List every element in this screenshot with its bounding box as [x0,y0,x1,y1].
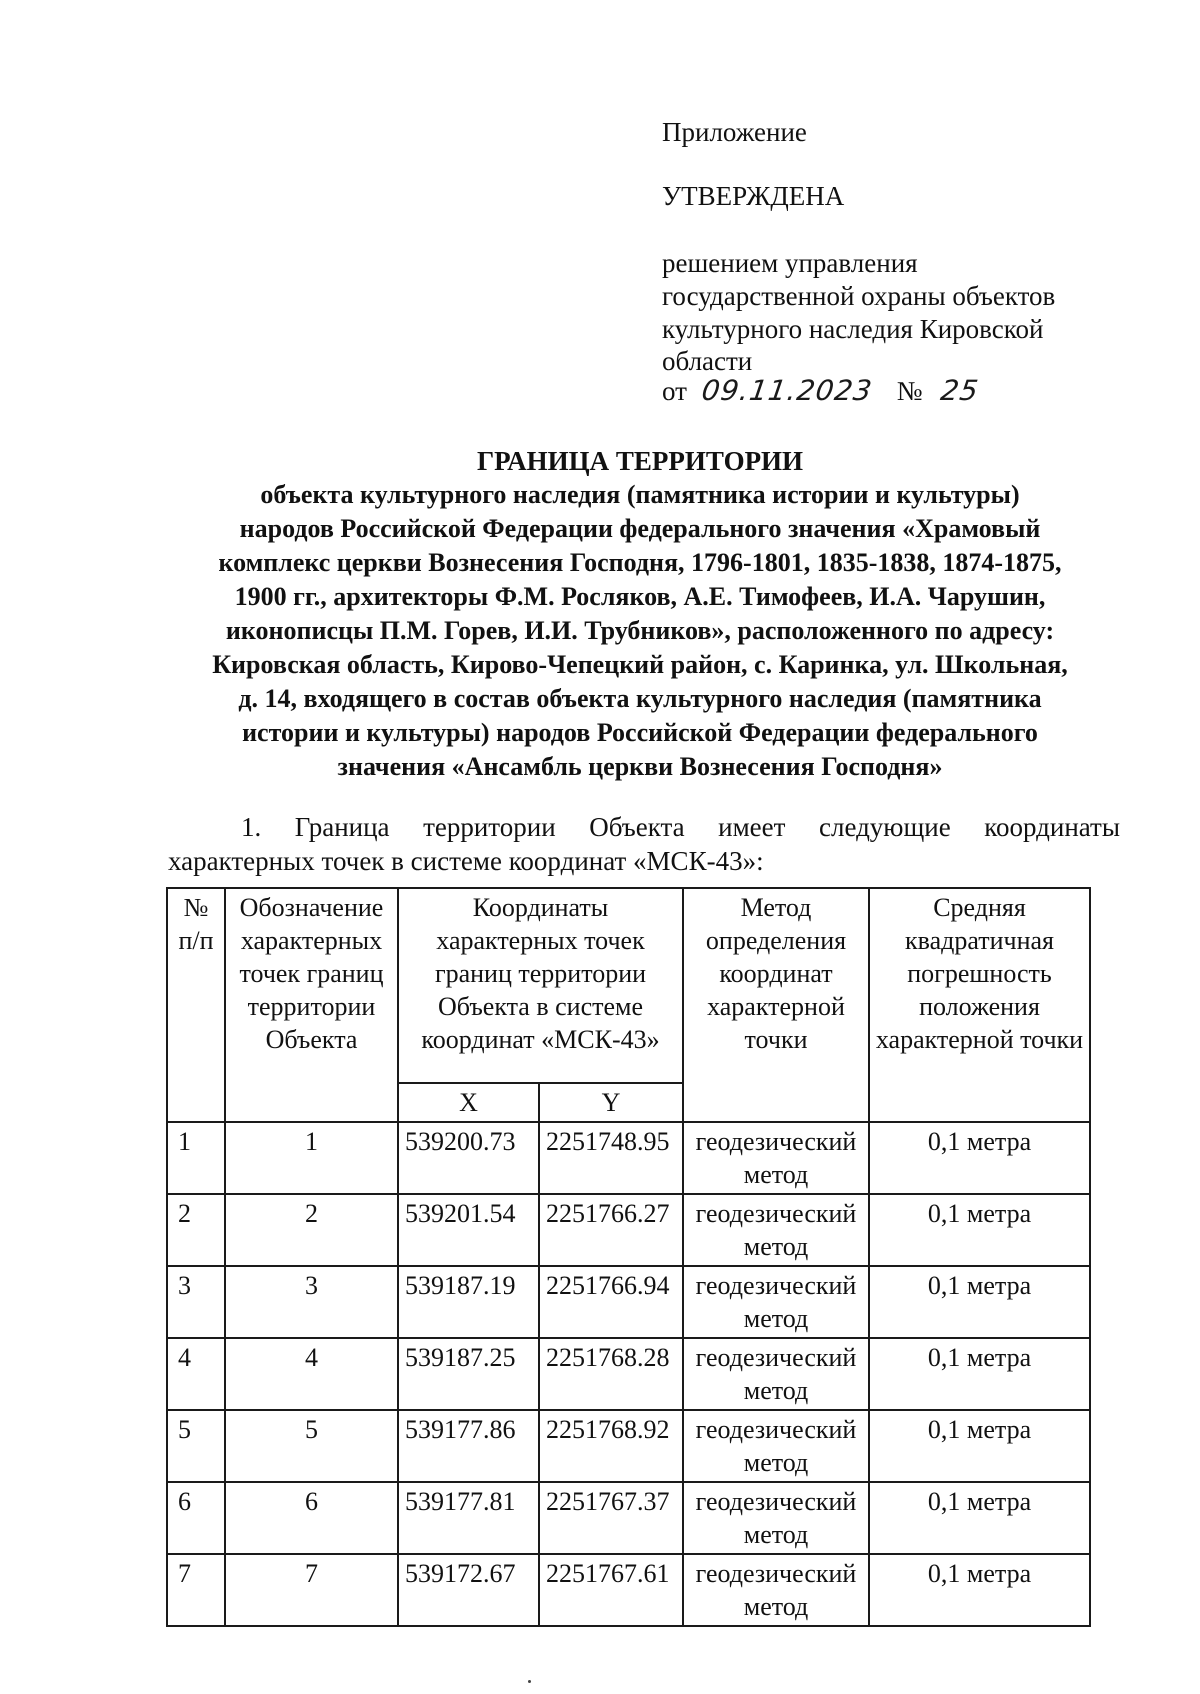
header-error: Средняя квадратичная погрешность положения характерной точки [869,888,1090,1122]
table-row [167,1338,1090,1410]
cell-num: 7 [167,1554,225,1626]
cell-method: геодезический метод [683,1122,869,1194]
header-y: Y [539,1083,683,1122]
approval-line-2: государственной охраны объектов [662,281,1056,311]
approval-line-3: культурного наследия Кировской [662,314,1044,344]
cell-method: геодезический метод [683,1482,869,1554]
cell-y: 2251767.37 [539,1482,683,1554]
title-line-7: д. 14, входящего в состав объекта культурного наследия (памятника [238,684,1042,713]
cell-x: 539200.73 [398,1122,539,1194]
number-prefix: № [896,376,923,406]
header-method: Метод определения координат характерной точки [683,888,869,1122]
header-coordinates: Координаты характерных точек границ территории Объекта в системе координат «МСК-43» [398,888,683,1083]
table-row [167,1410,1090,1482]
header-x: X [398,1083,539,1122]
title-line-9: значения «Ансамбль церкви Вознесения Господня» [337,752,943,781]
title-line-5: иконописцы П.М. Горев, И.И. Трубников», расположенного по адресу: [225,616,1055,645]
table-row [167,1194,1090,1266]
cell-error: 0,1 метра [869,1194,1090,1266]
cell-error: 0,1 метра [869,1554,1090,1626]
scan-speck [528,1680,531,1683]
cell-error: 0,1 метра [869,1482,1090,1554]
header-designation: Обозначение характерных точек границ территории Объекта [225,888,398,1122]
cell-y: 2251766.94 [539,1266,683,1338]
cell-point: 1 [225,1122,398,1194]
intro-paragraph [168,810,1120,878]
paragraph-line-1: 1. Граница территории Объекта имеет следующие координаты [241,812,1120,842]
handwritten-number: 25 [938,374,982,407]
approval-line-1: решением управления [662,248,918,278]
title-line-1: объекта культурного наследия (памятника истории и культуры) [260,480,1020,509]
cell-num: 3 [167,1266,225,1338]
header-num: № п/п [167,888,225,1122]
cell-x: 539177.86 [398,1410,539,1482]
cell-y: 2251768.92 [539,1410,683,1482]
cell-point: 4 [225,1338,398,1410]
cell-x: 539187.25 [398,1338,539,1410]
paragraph-line-2: характерных точек в системе координат «МСК-43»: [168,846,764,876]
cell-point: 3 [225,1266,398,1338]
handwritten-date: 09.11.2023 [699,374,875,407]
cell-num: 5 [167,1410,225,1482]
cell-point: 6 [225,1482,398,1554]
approved-label: УТВЕРЖДЕНА [662,181,845,211]
cell-num: 1 [167,1122,225,1194]
cell-y: 2251766.27 [539,1194,683,1266]
cell-num: 2 [167,1194,225,1266]
title-line-8: истории и культуры) народов Российской Федерации федерального [242,718,1038,747]
cell-error: 0,1 метра [869,1338,1090,1410]
title-line-2: народов Российской Федерации федерального значения «Храмовый [239,514,1041,543]
cell-y: 2251767.61 [539,1554,683,1626]
table-row [167,1482,1090,1554]
cell-error: 0,1 метра [869,1266,1090,1338]
cell-error: 0,1 метра [869,1122,1090,1194]
cell-y: 2251748.95 [539,1122,683,1194]
cell-method: геодезический метод [683,1554,869,1626]
document-title [160,444,1120,784]
coordinates-table [166,887,1091,1627]
title-main: ГРАНИЦА ТЕРРИТОРИИ [476,446,804,476]
cell-x: 539177.81 [398,1482,539,1554]
cell-point: 7 [225,1554,398,1626]
cell-x: 539201.54 [398,1194,539,1266]
table-row [167,1554,1090,1626]
title-line-4: 1900 гг., архитекторы Ф.М. Росляков, А.Е. Тимофеев, И.А. Чарушин, [234,582,1046,611]
table-row [167,1122,1090,1194]
table-row [167,1266,1090,1338]
title-line-6: Кировская область, Кирово-Чепецкий район, с. Каринка, ул. Школьная, [212,650,1068,679]
cell-num: 4 [167,1338,225,1410]
cell-point: 2 [225,1194,398,1266]
cell-method: геодезический метод [683,1338,869,1410]
cell-method: геодезический метод [683,1266,869,1338]
cell-x: 539187.19 [398,1266,539,1338]
cell-y: 2251768.28 [539,1338,683,1410]
date-prefix: от [662,376,687,406]
cell-error: 0,1 метра [869,1410,1090,1482]
cell-x: 539172.67 [398,1554,539,1626]
cell-point: 5 [225,1410,398,1482]
cell-method: геодезический метод [683,1410,869,1482]
cell-num: 6 [167,1482,225,1554]
title-line-3: комплекс церкви Вознесения Господня, 1796-1801, 1835-1838, 1874-1875, [218,548,1062,577]
approval-date-row [662,374,982,408]
appendix-label: Приложение [662,117,807,147]
cell-method: геодезический метод [683,1194,869,1266]
approval-line-4: области [662,346,753,376]
